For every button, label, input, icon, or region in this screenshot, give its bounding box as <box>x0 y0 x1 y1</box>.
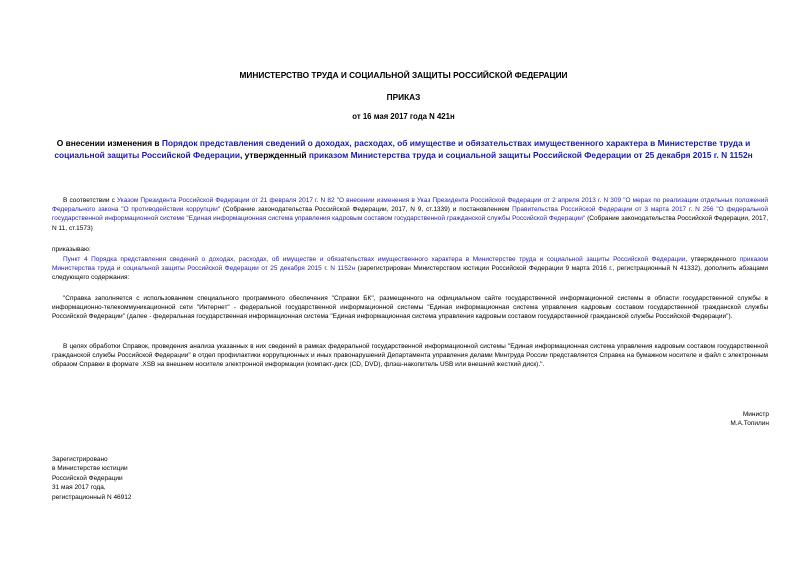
ministry-name: МИНИСТЕРСТВО ТРУДА И СОЦИАЛЬНОЙ ЗАЩИТЫ РОССИЙСКОЙ ФЕДЕРАЦИИ <box>239 70 568 80</box>
document-title <box>50 137 757 161</box>
title-text-2: , утвержденный <box>240 150 309 160</box>
link-procedure-item-4[interactable]: Пункт 4 Порядка представления сведений о доходах, расходах, об имуществе и обязательствах имущественного характера в Министерстве труда и социальной защиты Российской Федерации <box>63 256 686 263</box>
preamble-text-2: (Собрание законодательства Российской Федерации, 2017, N 9, ст.1339) и постановлением <box>220 206 513 214</box>
document-type: ПРИКАЗ <box>386 92 421 102</box>
quoted-paragraph-2: В целях обработки Справок, проведения анализа указанных в них сведений в рамках федеральной государственной информационной системы "Единая информационная система управления кадровым составом государственной гражданской службы Российской Федерации" в отдел профилактики коррупционных и иных правонарушений Департамента управления делами Минтруда России представляется Справка на бумажном носителе и файл с электронным образом Справки в формате .XSB на внешнем носителе электронной информации (компакт-диск (CD, DVD), флэш-накопитель USB или внешний жесткий диск).". <box>52 343 768 369</box>
order-word: приказываю: <box>52 246 91 253</box>
registration-block <box>52 455 132 502</box>
preamble-paragraph <box>52 196 768 233</box>
document-date-number: от 16 мая 2017 года N 421н <box>352 112 455 121</box>
amendment-paragraph <box>52 255 768 283</box>
registration-line-4: 31 мая 2017 года, <box>52 484 106 492</box>
title-link-order[interactable]: приказом Министерства труда и социальной защиты Российской Федерации от 25 декабря 2015 г. N 1152н <box>308 150 753 160</box>
signature-block <box>730 410 769 428</box>
amendment-text-1: , утвержденного <box>685 256 740 263</box>
registration-line-2: в Министерстве юстиции <box>52 465 128 473</box>
registration-line-5: регистрационный N 46912 <box>52 493 132 501</box>
title-text-1: О внесении изменения в <box>56 138 162 148</box>
quoted-paragraph-1: "Справка заполняется с использованием специального программного обеспечения "Справки БК", размещенного на официальном сайте государственной информационной системы в области государственной службы в информационно-телекоммуникационной сети "Интернет" - федеральной государственной информационной системы "Единая информационная система управления кадровым составом государственной гражданской службы Российской Федерации" (далее - федеральная государственная информационная система "Единая информационная система управления кадровым составом государственной гражданской службы Российской Федерации"). <box>52 295 768 321</box>
link-presidential-decree[interactable]: Указом Президента Российской Федерации от 21 февраля 2017 г. N 82 "О внесении изменения в Указ Президента Российской Федерации от 2 апреля 2013 г. N 309 "О мерах по реализации отдельных положений Федерального закона "О противодействии коррупции" <box>52 197 769 214</box>
preamble-text-1: В соответствии с <box>63 197 117 204</box>
preamble-text-3: (Собрание законодательства Российской Федерации, 2017, N 11, ст.1573) <box>52 215 768 232</box>
signer-name: М.А.Топилин <box>730 420 769 428</box>
link-order-1152n[interactable]: приказом Министерства труда и социальной защиты Российской Федерации от 25 декабря 2015 г. N 1152н <box>52 256 768 273</box>
registration-line-1: Зарегистрировано <box>52 456 108 463</box>
title-link-procedure[interactable]: Порядок представления сведений о доходах, расходах, об имуществе и обязательствах имущественного характера в Министерстве труда и социальной защиты Российской Федерации <box>54 138 751 160</box>
link-government-resolution[interactable]: Правительства Российской Федерации от 3 марта 2017 г. N 256 "О федеральной государственной информационной системе "Единая информационная система управления кадровым составом государственной гражданской службы Российской Федерации" <box>52 206 768 223</box>
signer-position: Министр <box>742 411 769 418</box>
amendment-text-2: (зарегистрирован Министерством юстиции Российской Федерации 9 марта 2016 г., регистрационный N 41332), дополнить абзацами следующего содержания: <box>52 265 768 282</box>
registration-line-3: Российской Федерации <box>52 474 123 482</box>
